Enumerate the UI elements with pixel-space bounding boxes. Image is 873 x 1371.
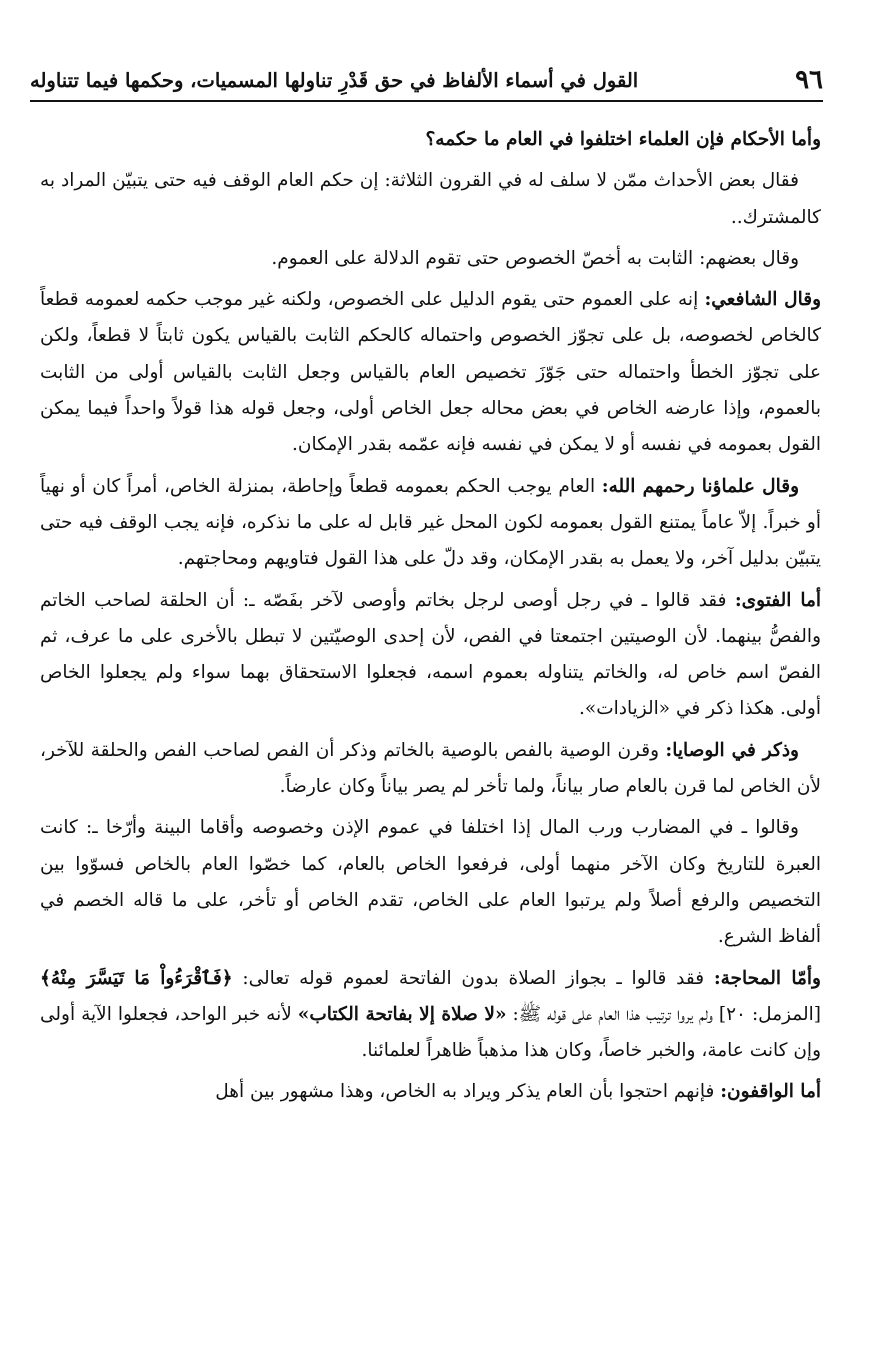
body-text xyxy=(40,122,821,1116)
quran-verse: ﴿فَٱقْرَءُواْ مَا تَيَسَّرَ مِنْهُ﴾ xyxy=(40,967,233,989)
paragraph-lead: أما الواقفون: xyxy=(720,1081,821,1103)
paragraph xyxy=(40,583,821,728)
paragraph-text: [المزمل: ٢٠] ولم يروا ترتيب هذا العام على قوله ﷺ: xyxy=(506,1003,821,1025)
paragraph xyxy=(40,241,821,277)
paragraph-text: فقد قالوا ـ في رجل أوصى لرجل بخاتم وأوصى لآخر بفَصّه ـ: أن الحلقة لصاحب الخاتم والفصُّ بينهما. لأن الوصيتين اجتمعتا في الفص، لأن إحدى الوصيّتين لا تبطل بالأخرى على ما عرف، ثم الفصّ اسم خاص له، والخاتم يتناوله بعموم اسمه، فجعلوا الاستحقاق بهما سواء ولم يجعلوا الخاص أولى. هكذا ذكر في «الزيادات». xyxy=(40,589,821,720)
paragraph xyxy=(40,122,821,158)
page-header xyxy=(30,60,823,102)
paragraph-text: وقال بعضهم: الثابت به أخصّ الخصوص حتى تقوم الدلالة على العموم. xyxy=(271,247,799,269)
paragraph-text: العام يوجب الحكم بعمومه قطعاً وإحاطة، بمنزلة الخاص، أمراً كان أو نهياً أو خبراً. إلاّ عاماً يمتنع القول بعمومه لكون المحل غير قابل له على ما نذكره، فإنه يجب الوقف فيه حتى يتبيّن بدليل آخر، ولا يعمل به بقدر الإمكان، وقد دلّ على هذا القول فتاويهم ومحاجتهم. xyxy=(40,475,821,570)
paragraph-text: وقالوا ـ في المضارب ورب المال إذا اختلفا في عموم الإذن وخصوصه وأقاما البينة وأرّخا ـ: كانت العبرة للتاريخ وكان الآخر منهما أولى، فرفعوا الخاص بالعام، كما خصّوا العام بالخاص فسوّوا بين التخصيص والرفع أصلاً ولم يرتبوا العام على الخاص، تقدم الخاص أو تأخر، على ما قاله الخصم في ألفاظ الشرع. xyxy=(40,817,821,948)
hadith-quote: «لا صلاة إلا بفاتحة الكتاب» xyxy=(297,1003,507,1025)
paragraph xyxy=(40,282,821,463)
paragraph-text: فإنهم احتجوا بأن العام يذكر ويراد به الخاص، وهذا مشهور بين أهل xyxy=(215,1081,721,1103)
paragraph-text: إنه على العموم حتى يقوم الدليل على الخصوص، ولكنه غير موجب حكمه لعمومه قطعاً كالخاص لخصوصه، بل على تجوّز الخصوص واحتماله كالحكم الثابت بالقياس يكون ثابتاً لا قطعاً، ولكن على تجوّز الخطأ واحتماله حتى جَوّزَ تخصيص العام بالقياس وجعل الثابت بالقياس أولى من الثابت بالعموم، وإذا عارضه الخاص في بعض محاله جعل الخاص أولى، وجعل قوله هذا قولاً واحداً فيما يمكن القول بعمومه في نفسه أو لا يمكن في نفسه فإنه عمّمه بقدر الإمكان. xyxy=(40,289,821,456)
paragraph-text: وأما الأحكام فإن العلماء اختلفوا في العام ما حكمه؟ xyxy=(425,129,821,150)
running-title: القول في أسماء الألفاظ في حق قَدْرِ تناولها المسميات، وحكمها فيما تتناوله xyxy=(30,68,639,92)
paragraph xyxy=(40,1074,821,1110)
paragraph xyxy=(40,163,821,236)
paragraph-text: فقد قالوا ـ بجواز الصلاة بدون الفاتحة لعموم قوله تعالى: xyxy=(232,967,714,989)
paragraph xyxy=(40,469,821,578)
paragraph xyxy=(40,961,821,1070)
paragraph-text: لأنه خبر الواحد، فجعلوا الآية أولى وإن كانت عامة، والخبر خاصاً، وكان هذا مذهباً ظاهراً لعلمائنا. xyxy=(40,1003,821,1062)
page-number: ٩٦ xyxy=(795,65,823,95)
paragraph-lead: وأمّا المحاجة: xyxy=(713,967,821,989)
paragraph xyxy=(40,733,821,806)
paragraph-lead: وذكر في الوصايا: xyxy=(665,739,799,761)
paragraph-text: فقال بعض الأحداث ممّن لا سلف له في القرون الثلاثة: إن حكم العام الوقف فيه حتى يتبيّن المراد به كالمشترك.. xyxy=(40,170,821,228)
paragraph-lead: وقال علماؤنا رحمهم الله: xyxy=(601,475,799,497)
paragraph-text: وقرن الوصية بالفص بالوصية بالخاتم وذكر أن الفص لصاحب الفص والحلقة للآخر، لأن الخاص لما قرن بالعام صار بياناً، ولما تأخر لم يصر بياناً وكان عارضاً. xyxy=(40,739,821,798)
paragraph xyxy=(40,810,821,955)
paragraph-lead: وقال الشافعي: xyxy=(704,289,822,311)
paragraph-lead: أما الفتوى: xyxy=(734,589,822,611)
